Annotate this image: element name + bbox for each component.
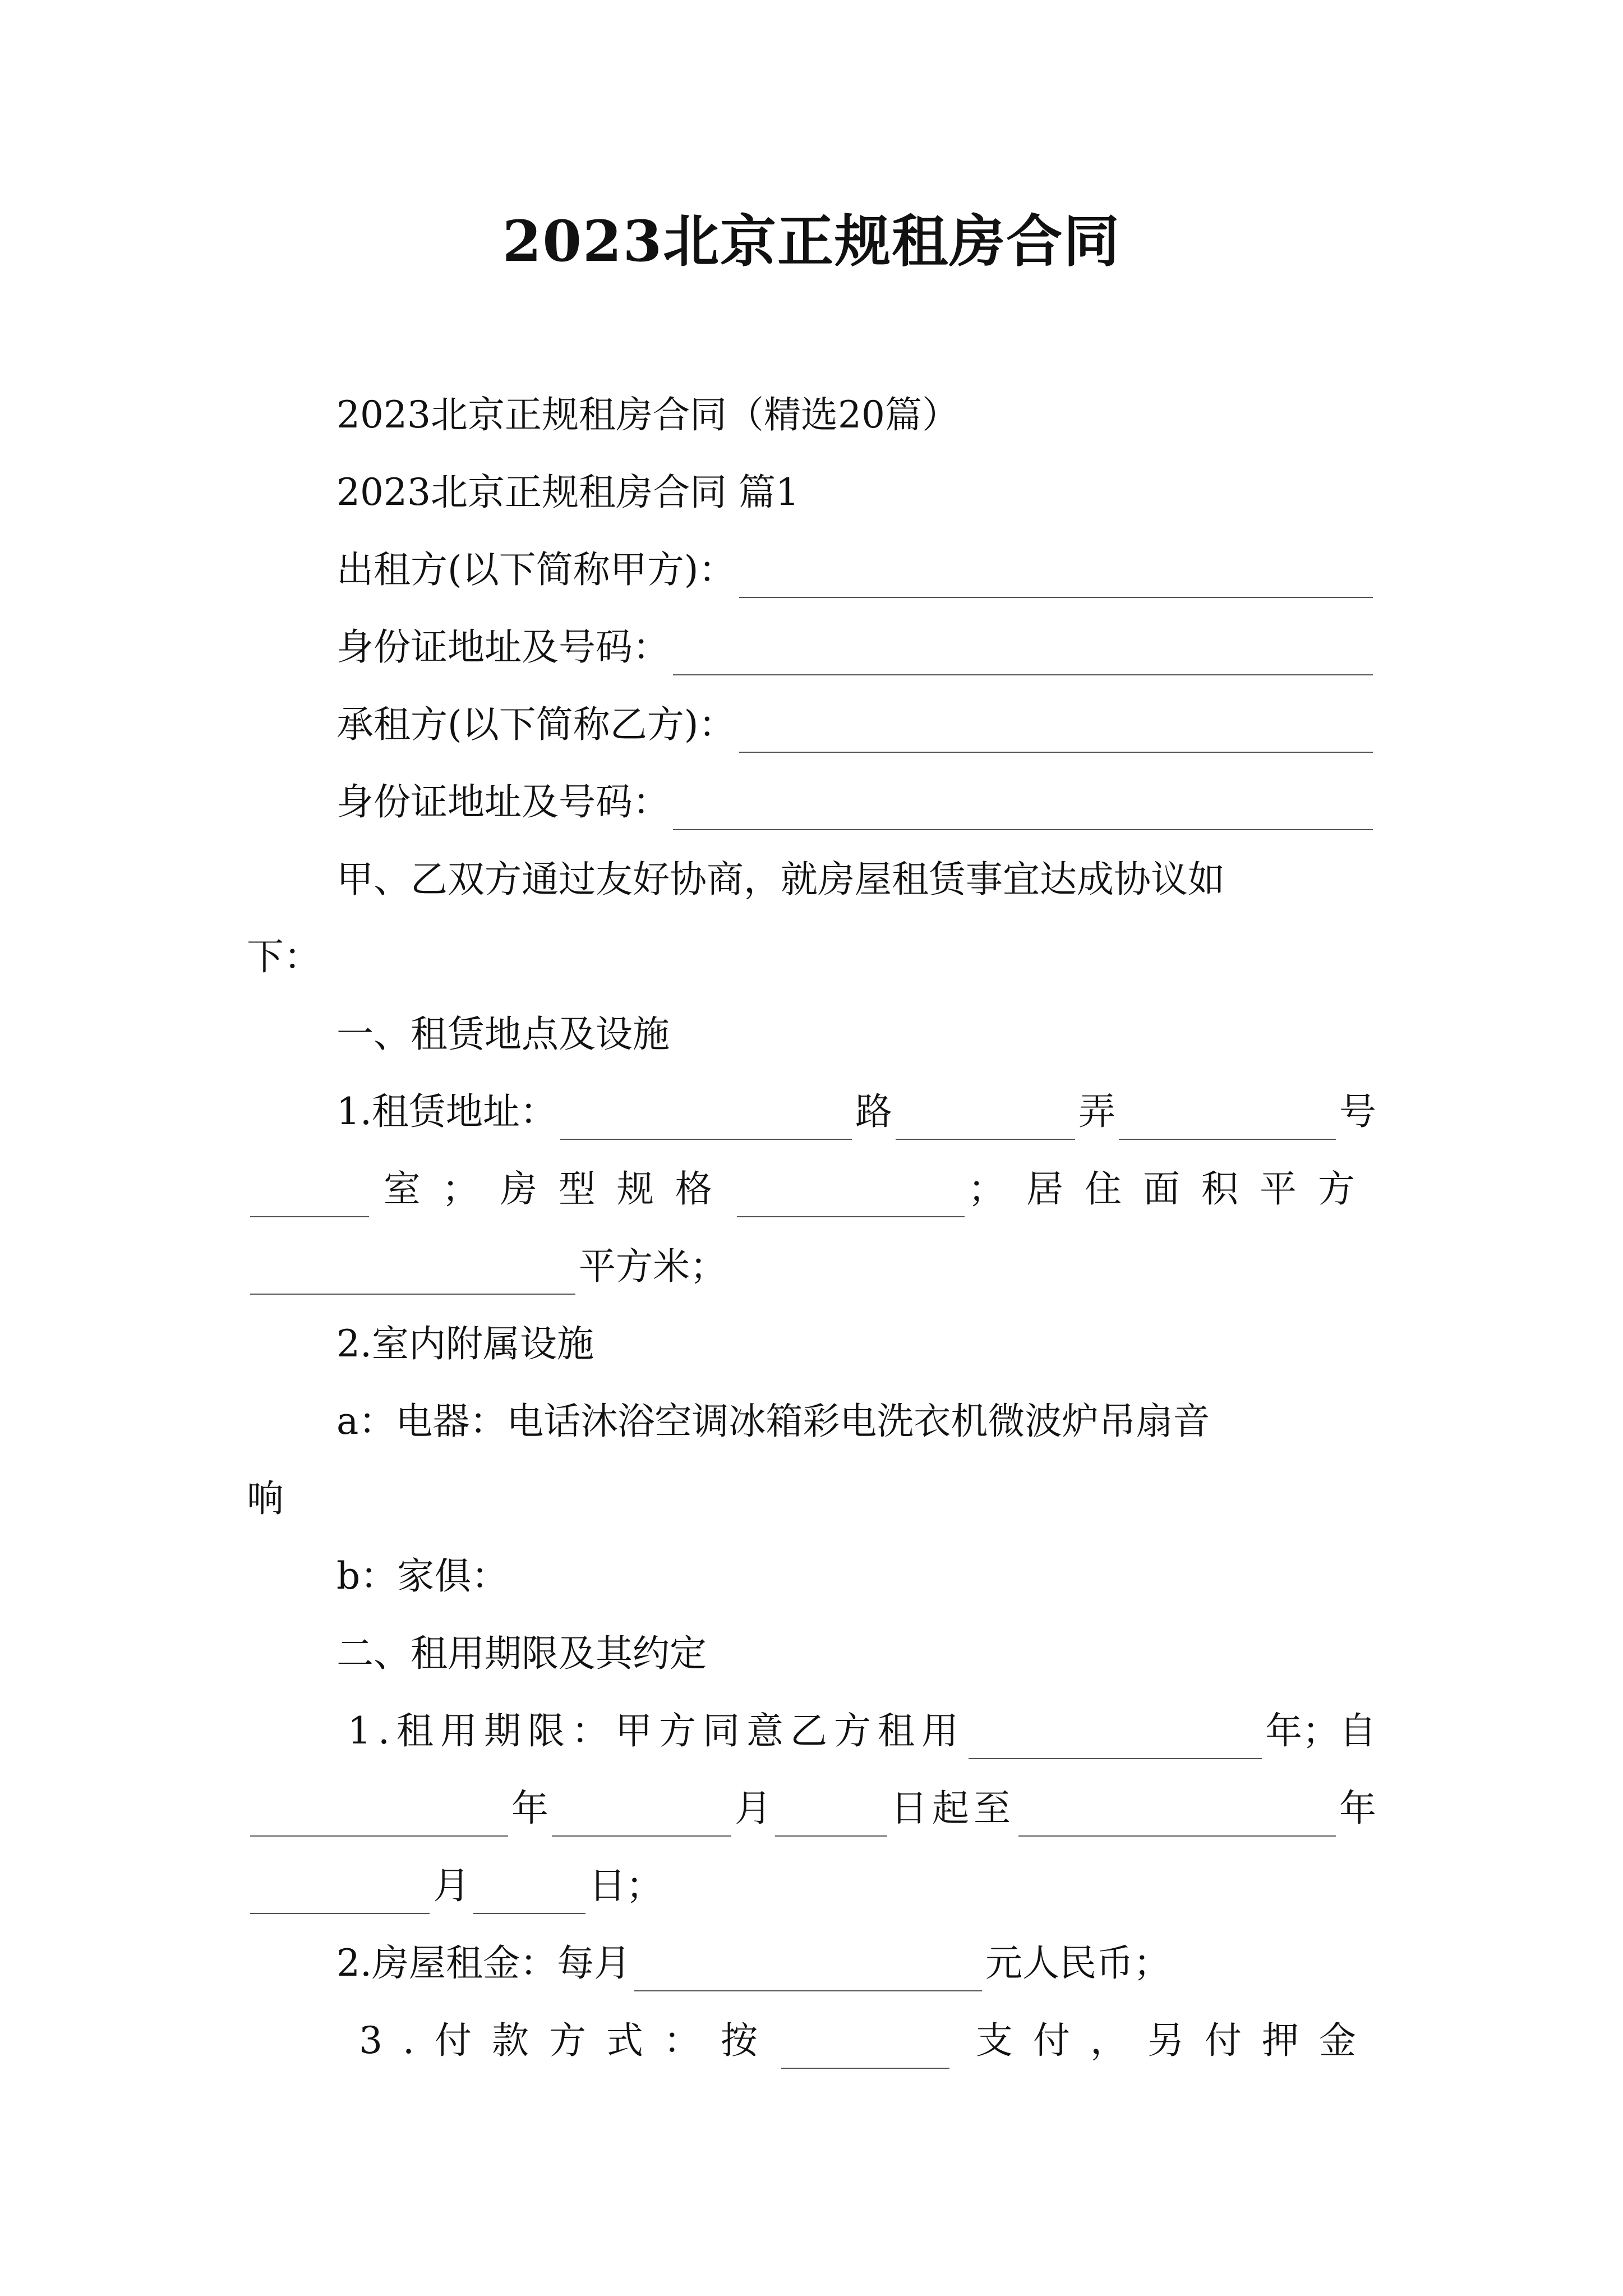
appliances-text: a：电器：电话沐浴空调冰箱彩电洗衣机微波炉吊扇音 <box>336 1400 1210 1443</box>
rent-unit-label: 元人民币； <box>985 1941 1170 1985</box>
room-label: 室；房型规格 <box>383 1167 734 1211</box>
term-to-line <box>247 1858 1376 1914</box>
rent-line <box>336 1935 1376 1991</box>
lessor-id-line <box>336 619 1376 675</box>
appliances-text-cont: 响 <box>247 1477 284 1520</box>
section-1-heading: 一、租赁地点及设施 <box>336 1013 670 1056</box>
term-year-label: 年；自 <box>1265 1709 1376 1752</box>
rent-blank[interactable] <box>634 1949 982 1991</box>
from-day-label: 日起至 <box>891 1787 1015 1830</box>
lessee-id-line <box>336 774 1376 830</box>
term-from-line <box>247 1780 1376 1837</box>
address-line <box>336 1084 1376 1140</box>
from-month-label: 月 <box>735 1787 772 1830</box>
from-year-label: 年 <box>511 1787 548 1830</box>
to-year-label: 年 <box>1339 1787 1376 1830</box>
lessor-blank[interactable] <box>739 555 1373 598</box>
payment-line <box>359 2013 1376 2069</box>
living-area-label: ；居住面积平方 <box>968 1167 1376 1211</box>
sqm-label: 平方米； <box>579 1245 727 1288</box>
payment-blank[interactable] <box>781 2026 949 2069</box>
lessee-label: 承租方(以下简称乙方)： <box>336 703 736 746</box>
term-label: 1.租用期限：甲方同意乙方租用 <box>348 1709 965 1752</box>
payment-label: 3.付款方式：按 <box>359 2019 778 2062</box>
area-blank[interactable] <box>250 1252 575 1295</box>
term-blank[interactable] <box>969 1717 1262 1759</box>
chapter-heading: 2023北京正规租房合同 篇1 <box>336 471 799 514</box>
furniture-text: b：家俱： <box>336 1554 509 1598</box>
from-year-blank[interactable] <box>250 1794 508 1837</box>
to-year-blank[interactable] <box>1018 1794 1336 1837</box>
from-day-blank[interactable] <box>775 1794 887 1837</box>
road-blank[interactable] <box>560 1097 852 1140</box>
section-2-heading: 二、租用期限及其约定 <box>336 1632 707 1675</box>
room-line <box>247 1161 1376 1217</box>
room-type-blank[interactable] <box>737 1175 965 1217</box>
address-label: 1.租赁地址： <box>336 1090 557 1133</box>
to-day-label: 日； <box>589 1864 663 1907</box>
lessor-line <box>336 542 1376 598</box>
subtitle: 2023北京正规租房合同（精选20篇） <box>336 393 959 436</box>
lane-label: 弄 <box>1078 1090 1115 1133</box>
rent-label: 2.房屋租金：每月 <box>336 1941 631 1985</box>
area-line <box>247 1239 1376 1295</box>
lessor-id-blank[interactable] <box>673 633 1373 675</box>
to-month-label: 月 <box>433 1864 470 1907</box>
road-label: 路 <box>855 1090 892 1133</box>
term-line <box>348 1703 1376 1759</box>
agreement-text: 甲、乙双方通过友好协商，就房屋租赁事宜达成协议如 <box>336 858 1225 901</box>
lessee-id-label: 身份证地址及号码： <box>336 780 670 823</box>
document-title: 2023北京正规租房合同 <box>502 208 1121 274</box>
payment-rest: 支付，另付押金 <box>976 2019 1376 2062</box>
facilities-heading: 2.室内附属设施 <box>336 1322 594 1365</box>
agreement-text-cont: 下： <box>247 935 321 978</box>
to-day-blank[interactable] <box>473 1871 585 1914</box>
lessee-id-blank[interactable] <box>673 788 1373 830</box>
to-month-blank[interactable] <box>250 1871 430 1914</box>
lessee-line <box>336 697 1376 753</box>
lane-blank[interactable] <box>896 1097 1075 1140</box>
number-blank[interactable] <box>1119 1097 1336 1140</box>
lessor-label: 出租方(以下简称甲方)： <box>336 548 736 591</box>
room-blank[interactable] <box>250 1175 369 1217</box>
from-month-blank[interactable] <box>552 1794 731 1837</box>
number-label: 号 <box>1339 1090 1376 1133</box>
lessee-blank[interactable] <box>739 710 1373 753</box>
lessor-id-label: 身份证地址及号码： <box>336 625 670 669</box>
